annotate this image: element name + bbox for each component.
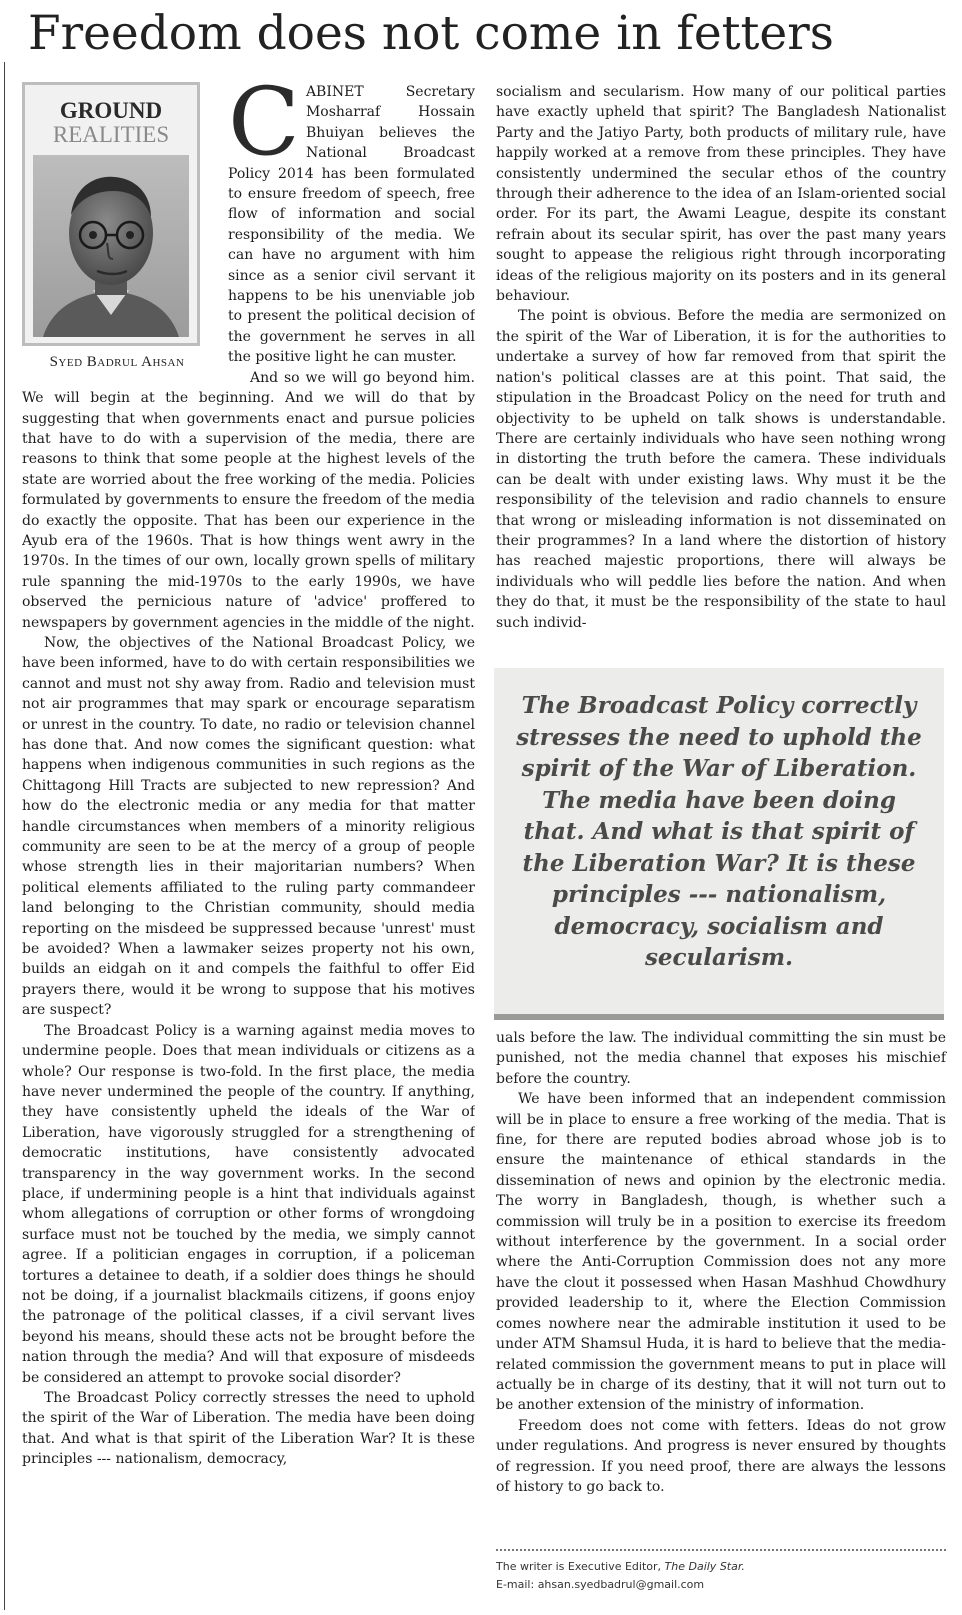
pull-quote: [494, 668, 944, 1020]
paragraph-text: ABINET Secretary Mosharraf Hossain Bhuiyan believes the National Broadcast Policy 2014 has been formulated to ensure freedom of speech, free flow of information and social responsibility of the media. We can have no argument with him since as a senior civil servant it happens to be his unenviable job to present the political decision of the government he serves in all the positive light he can muster.: [228, 84, 475, 366]
dropcap: C: [228, 82, 300, 177]
byline: [22, 352, 212, 373]
footer-divider: [496, 1549, 946, 1551]
paragraph: The Broadcast Policy is a warning against media moves to undermine people. Does that mean individuals or citizens as a whole? Our response is two-fold. In the first place, the media have never undermined the people of the country. If anything, they have consistently upheld the ideals of the War of Liberation, have vigorously struggled for a strengthening of democratic institutions, have consistently advocated transparency in the way government works. In the second place, if undermining people is a hint that individuals against whom allegations of corruption or other forms of wrongdoing surface must not be touched by the media, we simply cannot agree. If a politician engages in corruption, if a policeman tortures a detainee to death, if a soldier does things he should not be doing, if a journalist blackmails citizens, if goons enjoy the patronage of the political classes, if a civil servant lives beyond his means, should these acts not be brought before the nation through the media? And will that exposure of misdeeds be considered an attempt to provoke social disorder?: [22, 1022, 475, 1386]
writer-line: [496, 1558, 946, 1576]
byline-name: Syed Badrul Ahsan: [49, 354, 185, 370]
paragraph: And so we will go beyond him. We will begin at the beginning. And we will do that by suggesting that when governments enact and pursue policies that have to do with a supervision of the media, there are reasons to think that some people at the highest levels of the state are worried about the free working of the media. Policies formulated by governments to ensure the freedom of the media do exactly the opposite. That has been our experience in the Ayub era of the 1960s. That is how things went awry in the 1970s. In the times of our own, locally grown spells of military rule spanning the mid-1970s to the early 1990s, we have observed the pernicious nature of 'advice' proffered to newspapers by government agencies in the middle of the night.: [22, 369, 475, 631]
author-email[interactable]: E-mail: ahsan.syedbadrul@gmail.com: [496, 1578, 705, 1591]
paragraph: Freedom does not come with fetters. Ideas do not grow under regulations. And progress is never ensured by thoughts of regression. If you need proof, there are always the lessons of history to go back to.: [496, 1417, 946, 1495]
right-column-bottom: [496, 1028, 946, 1497]
column-mugshot: [22, 82, 216, 384]
mugshot-frame: [22, 82, 200, 346]
column-title: [25, 99, 197, 147]
column-title-line1: GROUND: [59, 98, 163, 123]
paragraph: Now, the objectives of the National Broadcast Policy, we have been informed, have to do with certain responsibilities we cannot and must not shy away from. Radio and television must not air programmes that may spark or encourage separatism or unrest in the country. To date, no radio or television channel has done that. And now comes the significant question: what happens when indigenous communities in such regions as the Chittagong Hill Tracts are subjected to new repression? And how do the electronic media or any media for that matter handle circumstances when members of a minority religious community are seen to be at the mercy of a group of people whose strength lies in their majoritarian numbers? When political elements affiliated to the ruling party commandeer land belonging to the Christian community, should media reporting on the misdeed be suppressed because 'unrest' must be avoided? When a lawmaker seizes property not his own, builds an eidgah on it and compels the faithful to offer Eid prayers there, would it be wrong to suppose that his motives are suspect?: [22, 634, 475, 1019]
paragraph: The point is obvious. Before the media are sermonized on the spirit of the War of Liberation, it is for the authorities to undertake a survey of how far removed from that spirit the nation's political classes are at this point. That said, the stipulation in the Broadcast Policy on the need for truth and objectivity to be upheld on talk shows is understandable. There are certainly individuals who have seen nothing wrong in distorting the truth before the camera. These individuals can be dealt with under existing laws. Why must it be the responsibility of the television and radio channels to ensure that wrong or misleading information is not disseminated on their programmes? In a land where the distortion of history has reached majestic proportions, there will always be individuals who will peddle lies before the nation. And when they do that, it must be the responsibility of the state to haul such individ-: [496, 308, 946, 631]
left-column: [22, 82, 475, 1602]
writer-prefix: The writer is Executive Editor,: [496, 1560, 662, 1573]
publication-name: The Daily Star.: [664, 1560, 745, 1573]
author-note: [496, 1558, 946, 1594]
page-edge-rule: [4, 62, 5, 1610]
author-photo: [33, 155, 189, 337]
pull-quote-text: The Broadcast Policy correctly stresses the need to uphold the spirit of the War of Liberation. The media have been doing that. And what is that spirit of the Liberation War? It is these principles --- nationalism, democracy, socialism and secularism.: [516, 692, 922, 971]
paragraph: socialism and secularism. How many of our political parties have exactly upheld that spirit? The Bangladesh Nationalist Party and the Jatiyo Party, both products of military rule, have happily worked at a remove from these principles. They have consistently undermined the secular ethos of the country through their adherence to the idea of an Islam-oriented social order. For its part, the Awami League, despite its constant refrain about its secular spirit, has over the past many years sought to appease the religious right through incorporating ideas of the religious majority on its posters and in its general behaviour.: [496, 84, 946, 305]
right-column-top: [496, 82, 946, 648]
paragraph: uals before the law. The individual committing the sin must be punished, not the media channel that exposes his mischief before the country.: [496, 1030, 946, 1087]
column-title-line2: REALITIES: [52, 122, 170, 147]
headline: Freedom does not come in fetters: [28, 6, 834, 61]
paragraph: We have been informed that an independent commission will be in place to ensure a free working of the media. That is fine, for there are reputed bodies abroad whose job is to ensure the maintenance of ethical standards in the dissemination of news and opinion by the electronic media. The worry in Bangladesh, though, is whether such a commission will truly be in a position to exercise its freedom without interference by the government. In a social order where the Anti-Corruption Commission does not any more have the clout it possessed when Hasan Mashhud Chowdhury provided leadership to it, where the Election Commission comes nowhere near the admirable institution it used to be under ATM Shamsul Huda, it is hard to believe that the media-related commission the government means to put in place will actually be in charge of its destiny, that it will not turn out to be another extension of the ministry of information.: [496, 1091, 946, 1414]
paragraph: The Broadcast Policy correctly stresses the need to uphold the spirit of the War of Liberation. The media have been doing that. And what is that spirit of the Liberation War? It is these principles --- nationalism, democracy,: [22, 1390, 475, 1468]
